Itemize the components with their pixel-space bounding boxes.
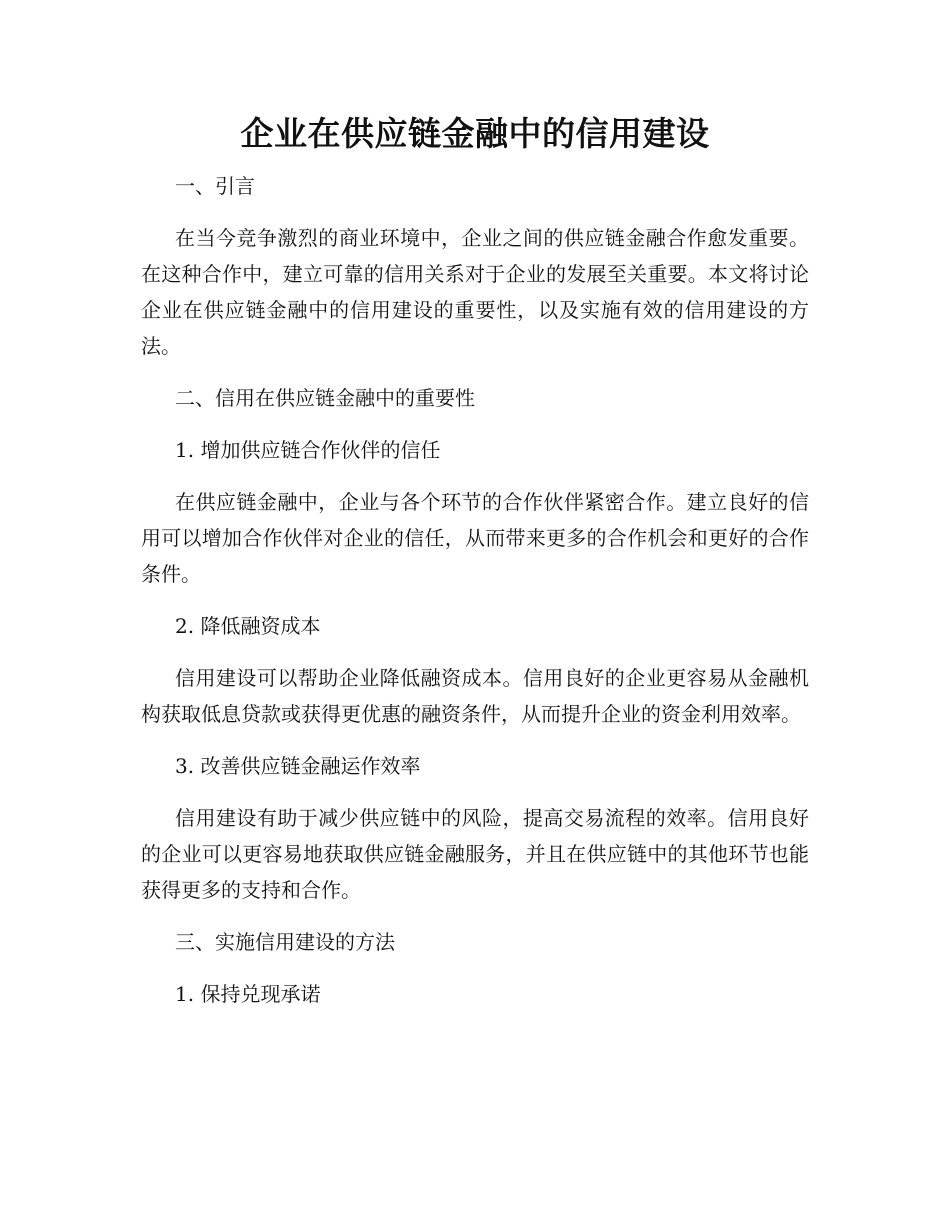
- section-heading-importance: 二、信用在供应链金融中的重要性: [175, 386, 475, 410]
- paragraph-introduction: 在当今竞争激烈的商业环境中，企业之间的供应链金融合作愈发重要。在这种合作中，建立可靠的信用关系对于企业的发展至关重要。本文将讨论企业在供应链金融中的信用建设的重要性，以及实施有效的信用建设的方法。: [141, 226, 809, 358]
- paragraph-financing-cost: 信用建设可以帮助企业降低融资成本。信用良好的企业更容易从金融机构获取低息贷款或获得更优惠的融资条件，从而提升企业的资金利用效率。: [141, 666, 809, 726]
- paragraph-trust: 在供应链金融中，企业与各个环节的合作伙伴紧密合作。建立良好的信用可以增加合作伙伴对企业的信任，从而带来更多的合作机会和更好的合作条件。: [141, 490, 809, 586]
- subheading-trust: 1. 增加供应链合作伙伴的信任: [175, 438, 441, 462]
- document-title: 企业在供应链金融中的信用建设: [240, 114, 710, 153]
- section-heading-methods: 三、实施信用建设的方法: [175, 930, 395, 954]
- paragraph-efficiency: 信用建设有助于减少供应链中的风险，提高交易流程的效率。信用良好的企业可以更容易地获取供应链金融服务，并且在供应链中的其他环节也能获得更多的支持和合作。: [141, 806, 809, 902]
- subheading-financing-cost: 2. 降低融资成本: [175, 614, 321, 638]
- subheading-efficiency: 3. 改善供应链金融运作效率: [175, 754, 421, 778]
- document-body: [141, 168, 809, 1028]
- subheading-keep-promises: 1. 保持兑现承诺: [175, 982, 321, 1006]
- section-heading-introduction: 一、引言: [175, 174, 255, 198]
